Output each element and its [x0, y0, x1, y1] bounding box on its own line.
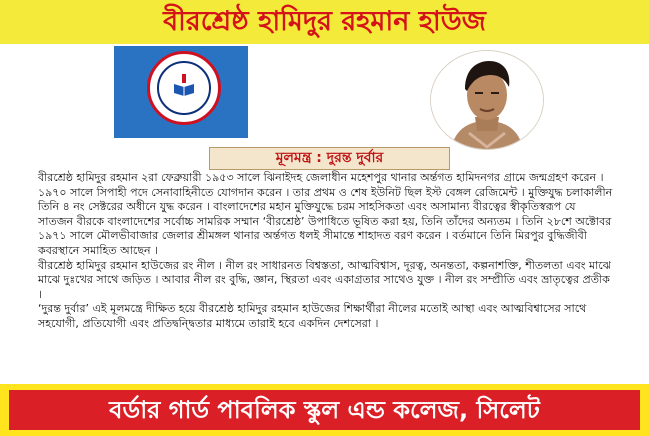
school-name: বর্ডার গার্ড পাবলিক স্কুল এন্ড কলেজ, সিলেট — [109, 396, 540, 424]
history-paragraph: বীরশ্রেষ্ঠ হামিদুর রহমান ২রা ফেব্রুয়ারী ১৯৫৩ সালে ঝিনাইদহ জেলাধীন মহেশপুর থানার অর্ন্তগত হামিদনগর গ্রামে জন্মগ্রহণ করেন । ১৯৭০ সালে সিপাহী পদে সেনাবাহিনীতে যোগদান করেন । তার প্রথম ও শেষ ইউনিট ছিল ইস্ট বেঙ্গল রেজিমেন্ট । মুক্তিযুদ্ধ চলাকালীন তিনি ৪ নং সেক্টরের অধীনে যুদ্ধ করেন । বাংলাদেশের মহান মুক্তিযুদ্ধে চরম সাহসিকতা এবং অসামান্য বীরত্বের স্বীকৃতিস্বরূপ যে সাতজন বীরকে বাংলাদেশের সর্বোচ্চ সামরিক সম্মান ‘বীরশ্রেষ্ঠ’ উপাধিতে ভূষিত করা হয়, তিনি তাঁদের অন্যতম । তিনি ২৮শে অক্টোবর ১৯৭১ সালে মৌলভীবাজার জেলার শ্রীমঙ্গল থানার অর্ন্তগত ধলই সীমান্তে শাহাদত বরণ করেন । বর্তমানে তিনি মিরপুর বুদ্ধিজীবী কবরস্থানে সমাহিত আছেন । — [38, 171, 613, 257]
footer-red-panel — [9, 390, 640, 430]
motto-paragraph: ‘দুরন্ত দুর্বার’ এই মূলমন্ত্রে দীক্ষিত হয়ে বীরশ্রেষ্ঠ হামিদুর রহমান হাউজের শিক্ষার্থীরা নীলের মতোই আস্থা এবং আত্মবিশ্বাসের সাথে সহযোগী, প্রতিযোগী এবং প্রতিদ্বন্দ্বিতার মাধ্যমে তারাই হবে একদিন দেশসেরা । — [38, 302, 587, 330]
portrait-illustration — [430, 50, 544, 150]
book-and-torch-icon — [172, 74, 196, 96]
portrait-drawing — [431, 51, 543, 149]
house-title: বীরশ্রেষ্ঠ হামিদুর রহমান হাউজ — [163, 6, 486, 37]
house-color-paragraph: বীরশ্রেষ্ঠ হামিদুর রহমান হাউজের রং নীল । নীল রং সাধারনত বিশ্বস্ততা, আত্মবিশ্বাস, দূরত্ব, অনন্ততা, কল্পনাশক্তি, শীতলতা এবং মাঝে মাঝে দুঃখের সাথে জড়িত । আবার নীল রং বুদ্ধি, জ্ঞান, স্থিরতা এবং একাগ্রতার সাথেও যুক্ত । নীল রং সম্প্রীতি এবং ভ্রাতৃত্বের প্রতীক । — [38, 258, 612, 301]
school-emblem-icon — [147, 51, 221, 125]
motto-text: মূলমন্ত্র : দুরন্ত দুর্বার — [275, 150, 384, 166]
footer-banner — [0, 384, 649, 436]
motto-box — [209, 147, 450, 170]
school-logo-panel — [114, 46, 248, 138]
house-description — [38, 171, 613, 332]
title-banner — [0, 0, 649, 44]
